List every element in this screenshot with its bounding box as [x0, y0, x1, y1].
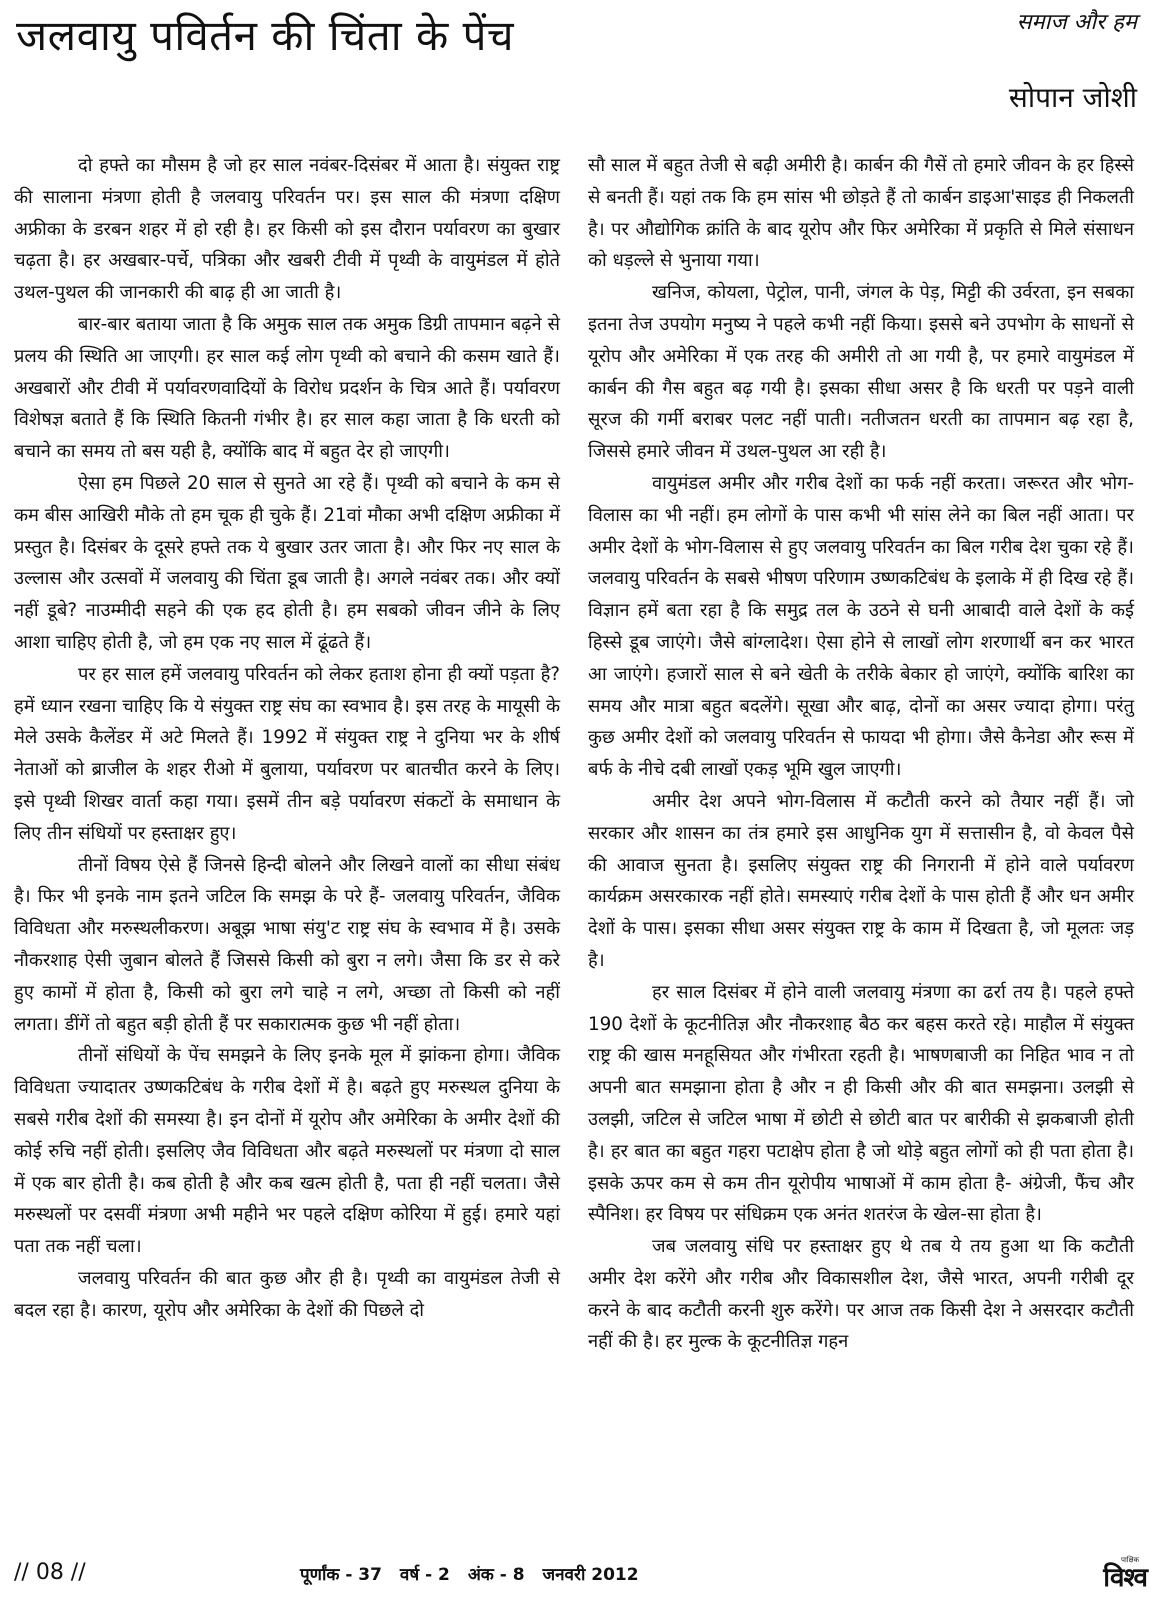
paragraph: सौ साल में बहुत तेजी से बढ़ी अमीरी है। कार्बन की गैसें तो हमारे जीवन के हर हिस्से से बनती हैं। यहां तक कि हम सांस भी छोड़ते हैं तो कार्बन डाइआ'साइड ही निकलती है। पर औद्योगिक क्रांति के बाद यूरोप और फिर अमेरिका में प्रकृति से मिले संसाधन को धड़ल्ले से भुनाया गया। — [588, 155, 1134, 272]
paragraph: हर साल दिसंबर में होने वाली जलवायु मंत्रणा का ढर्रा तय है। पहले हफ्ते 190 देशों के कूटनीतिज्ञ और नौकरशाह बैठ कर बहस करते रहे। माहौल में संयुक्त राष्ट्र की खास मनहूसियत और गंभीरता रहती है। भाषणबाजी का निहित भाव न तो अपनी बात समझाना होता है और न ही किसी और की बात समझना। उलझी से उलझी, जटिल से जटिल भाषा में छोटी से छोटी बात पर बारीकी से झकबाजी होती है। हर बात का बहुत गहरा पटाक्षेप होता है जो थोड़े बहुत लोगों को ही पता होता है। इसके ऊपर कम से कम तीन यूरोपीय भाषाओं में काम होता है- अंग्रेजी, फैंच और स्पैनिश। हर विषय पर संधिक्रम एक अनंत शतरंज के खेल-सा होता है। — [588, 981, 1134, 1226]
author-name: सोपान जोशी — [1008, 81, 1137, 114]
paragraph: जब जलवायु संधि पर हस्ताक्षर हुए थे तब ये तय हुआ था कि कटौती अमीर देश करेंगे और गरीब और विकासशील देश, जैसे भारत, अपनी गरीबी दूर करने के बाद कटौती करनी शुरु करेंगे। पर आज तक किसी देश ने असरदार कटौती नहीं की है। हर मुल्क के कूटनीतिज्ञ गहन — [588, 1236, 1134, 1353]
article-column-left — [14, 150, 560, 1326]
paragraph: पर हर साल हमें जलवायु परिवर्तन को लेकर हताश होना ही क्यों पड़ता है? हमें ध्यान रखना चाहिए कि ये संयुक्त राष्ट्र संघ का स्वभाव है। इस तरह के मायूसी के मेले उसके कैलेंडर में अटे मिलते हैं। 1992 में संयुक्त राष्ट्र ने दुनिया भर के शीर्ष नेताओं को ब्राजील के शहर रीओ में बुलाया, पर्यावरण पर बातचीत करने के लिए। इसे पृथ्वी शिखर वार्ता कहा गया। इसमें तीन बड़े पर्यावरण संकटों के समाधान के लिए तीन संधियों पर हस्ताक्षर हुए। — [14, 663, 560, 844]
issue-year: वर्ष - 2 — [399, 1565, 450, 1585]
paragraph: ऐसा हम पिछले 20 साल से सुनते आ रहे हैं। पृथ्वी को बचाने के कम से कम बीस आखिरी मौके तो हम चूक ही चुके हैं। 21वां मौका अभी दक्षिण अफ्रीका में प्रस्तुत है। दिसंबर के दूसरे हफ्ते तक ये बुखार उतर जाता है। और फिर नए साल के उल्लास और उत्सवों में जलवायु की चिंता डूब जाती है। अगले नवंबर तक। और क्यों नहीं डूबे? नाउम्मीदी सहने की एक हद होती है। हम सबको जीवन जीने के लिए आशा चाहिए होती है, जो हम एक नए साल में ढूंढते हैं। — [14, 472, 560, 653]
paragraph: बार-बार बताया जाता है कि अमुक साल तक अमुक डिग्री तापमान बढ़ने से प्रलय की स्थिति आ जाएगी। हर साल कई लोग पृथ्वी को बचाने की कसम खाते हैं। अखबारों और टीवी में पर्यावरणवादियों के विरोध प्रदर्शन के चित्र आते हैं। पर्यावरण विशेषज्ञ बताते हैं कि स्थिति कितनी गंभीर है। हर साल कहा जाता है कि धरती को बचाने का समय तो बस यही है, क्योंकि बाद में बहुत देर हो जाएगी। — [14, 313, 560, 463]
section-label: समाज और हम — [1016, 10, 1137, 35]
paragraph: जलवायु परिवर्तन की बात कुछ और ही है। पृथ्वी का वायुमंडल तेजी से बदल रहा है। कारण, यूरोप और अमेरिका के देशों की पिछले दो — [14, 1267, 560, 1321]
paragraph: तीनों विषय ऐसे हैं जिनसे हिन्दी बोलने और लिखने वालों का सीधा संबंध है। फिर भी इनके नाम इतने जटिल कि समझ के परे हैं- जलवायु परिवर्तन, जैविक विविधता और मरुस्थलीकरण। अबूझ भाषा संयु'ट राष्ट्र संघ के स्वभाव में है। उसके नौकरशाह ऐसी जुबान बोलते हैं जिससे किसी को बुरा न लगे। जैसा कि डर से करे हुए कामों में होता है, किसी को बुरा लगे चाहे न लगे, अच्छा तो किसी को नहीं लगता। डींगें तो बहुत बड़ी होती हैं पर सकारात्मक कुछ भी नहीं होता। — [14, 854, 560, 1035]
page-footer — [0, 1556, 1159, 1596]
logo-text: विश्व — [1103, 1563, 1147, 1593]
issue-part: अंक - 8 — [467, 1565, 525, 1585]
page-title: जलवायु पविर्तन की चिंता के पेंच — [16, 11, 515, 60]
paragraph: वायुमंडल अमीर और गरीब देशों का फर्क नहीं करता। जरूरत और भोग-विलास का भी नहीं। हम लोगों के पास कभी भी सांस लेने का बिल नहीं आता। पर अमीर देशों के भोग-विलास से हुए जलवायु परिवर्तन का बिल गरीब देश चुका रहे हैं। जलवायु परिवर्तन के सबसे भीषण परिणाम उष्णकटिबंध के इलाके में ही दिख रहे हैं। विज्ञान हमें बता रहा है कि समुद्र तल के उठने से घनी आबादी वाले देशों के कई हिस्से डूब जाएंगे। जैसे बांग्लादेश। ऐसा होने से लाखों लोग शरणार्थी बन कर भारत आ जाएंगे। हजारों साल से बने खेती के तरीके बेकार हो जाएंगे, क्योंकि बारिश का समय और मात्रा बहुत बदलेंगे। सूखा और बाढ़, दोनों का असर ज्यादा होगा। परंतु कुछ अमीर देशों को जलवायु परिवर्तन से फायदा भी होगा। जैसे कैनेडा और रूस में बर्फ के नीचे दबी लाखों एकड़ भूमि खुल जाएगी। — [588, 472, 1134, 781]
paragraph: खनिज, कोयला, पेट्रोल, पानी, जंगल के पेड़, मिट्टी की उर्वरता, इन सबका इतना तेज उपयोग मनुष्य ने पहले कभी नहीं किया। इससे बने उपभोग के साधनों से यूरोप और अमेरिका में एक तरह की अमीरी तो आ गयी है, पर हमारे वायुमंडल में कार्बन की गैस बहुत बढ़ गयी है। इसका सीधा असर है कि धरती पर पड़ने वाली सूरज की गर्मी बराबर पलट नहीं पाती। नतीजतन धरती का तापमान बढ़ रहा है, जिससे हमारे जीवन में उथल-पुथल आ रही है। — [588, 282, 1134, 463]
issue-date: जनवरी 2012 — [542, 1565, 639, 1585]
issue-number: पूर्णांक - 37 — [300, 1565, 382, 1585]
logo-tagline: पाक्षिक — [1121, 1556, 1139, 1564]
paragraph: तीनों संधियों के पेंच समझने के लिए इनके मूल में झांकना होगा। जैविक विविधता ज्यादातर उष्णकटिबंध के गरीब देशों में है। बढ़ते हुए मरुस्थल दुनिया के सबसे गरीब देशों की समस्या है। इन दोनों में यूरोप और अमेरिका के अमीर देशों की कोई रुचि नहीं होती। इसलिए जैव विविधता और बढ़ते मरुस्थलों पर मंत्रणा दो साल में एक बार होती है। कब होती है और कब खत्म होती है, पता ही नहीं चलता। जैसे मरुस्थलों पर दसवीं मंत्रणा अभी महीने भर पहले दक्षिण कोरिया में हुई। हमारे यहां पता तक नहीं चला। — [14, 1045, 560, 1258]
paragraph: दो हफ्ते का मौसम है जो हर साल नवंबर-दिसंबर में आता है। संयुक्त राष्ट्र की सालाना मंत्रणा होती है जलवायु परिवर्तन पर। इस साल की मंत्रणा दक्षिण अफ्रीका के डरबन शहर में हो रही है। हर किसी को इस दौरान पर्यावरण का बुखार चढ़ता है। हर अखबार-पर्चे, पत्रिका और खबरी टीवी में पृथ्वी के वायुमंडल में होते उथल-पुथल की जानकारी की बाढ़ ही आ जाती है। — [14, 155, 560, 304]
paragraph: अमीर देश अपने भोग-विलास में कटौती करने को तैयार नहीं हैं। जो सरकार और शासन का तंत्र हमारे इस आधुनिक युग में सत्तासीन है, वो केवल पैसे की आवाज सुनता है। इसलिए संयुक्त राष्ट्र की निगरानी में होने वाले पर्यावरण कार्यक्रम असरकारक नहीं होते। समस्याएं गरीब देशों के पास होती हैं और धन अमीर देशों के पास। इसका सीधा असर संयुक्त राष्ट्र के काम में दिखता है, जो मूलतः जड़ है। — [588, 790, 1134, 971]
issue-info — [300, 1562, 651, 1585]
magazine-logo — [1085, 1556, 1147, 1593]
page-number: // 08 // — [14, 1560, 86, 1585]
article-column-right — [588, 150, 1134, 1358]
